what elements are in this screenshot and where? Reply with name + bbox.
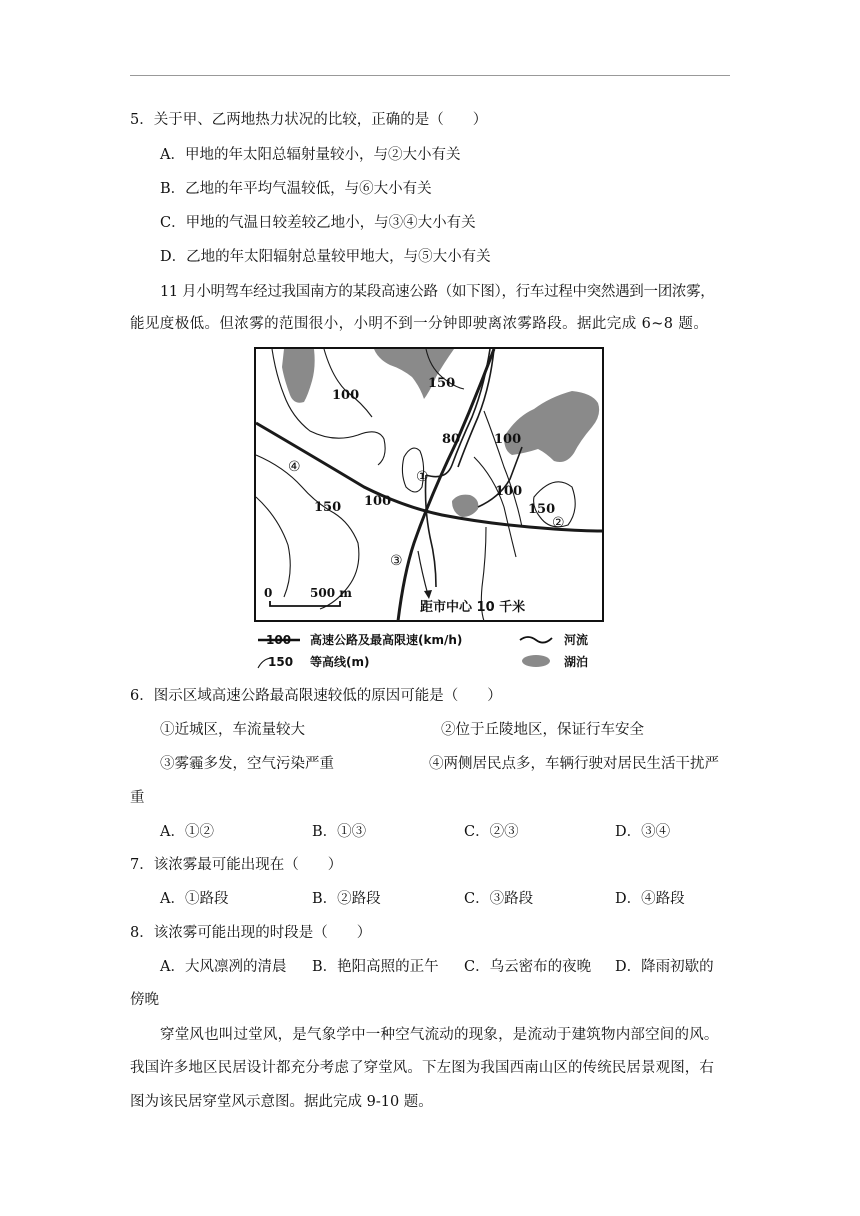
q6-option-d: D．③④ — [615, 824, 671, 840]
marker-2: ② — [552, 515, 565, 531]
contour-label-150-right: 150 — [528, 502, 556, 517]
contour-label-100-right: 100 — [494, 432, 522, 447]
scale-zero: 0 — [264, 586, 273, 600]
q5-option-d: D．乙地的年太阳辐射总量较甲地大，与⑤大小有关 — [160, 249, 491, 265]
marker-3: ③ — [390, 553, 403, 569]
marker-4: ④ — [288, 459, 301, 475]
legend-road-label: 高速公路及最高限速(km/h) — [310, 633, 463, 647]
q5-option-b: B．乙地的年平均气温较低，与⑥大小有关 — [160, 181, 432, 197]
q7-option-b: B．②路段 — [312, 891, 381, 907]
scale-label: 500 m — [310, 586, 352, 600]
q6-option-c: C．②③ — [464, 824, 519, 840]
legend-road-symbol: 100 — [266, 633, 292, 647]
q6-statement-2: ②位于丘陵地区，保证行车安全 — [441, 722, 644, 738]
header-rule — [130, 75, 730, 76]
passage1-line1: 11 月小明驾车经过我国南方的某段高速公路（如下图），行车过程中突然遇到一团浓雾， — [160, 284, 715, 300]
q8-stem: 8．该浓雾可能出现的时段是（ ） — [130, 925, 372, 941]
speed-label-80: 80 — [442, 432, 461, 447]
marker-1: ① — [416, 469, 429, 485]
passage1-line2: 能见度极低。但浓雾的范围很小，小明不到一分钟即驶离浓雾路段。据此完成 6~8 题。 — [130, 316, 709, 332]
speed-label-100: 100 — [364, 494, 392, 509]
q8-option-d-cont: 傍晚 — [130, 992, 159, 1008]
q6-statement-4-cont: 重 — [130, 790, 145, 806]
legend-contour-symbol: 150 — [268, 655, 294, 669]
map-legend — [254, 628, 604, 672]
topographic-map — [254, 347, 604, 622]
q7-option-a: A．①路段 — [160, 891, 229, 907]
q6-option-a: A．①② — [160, 824, 214, 840]
contour-label-100-center-right: 100 — [495, 484, 523, 499]
q5-option-c: C．甲地的气温日较差较乙地小，与③④大小有关 — [160, 215, 476, 231]
contour-label-100-top-left: 100 — [332, 388, 360, 403]
q6-stem: 6．图示区域高速公路最高限速较低的原因可能是（ ） — [130, 688, 502, 704]
q6-statement-3: ③雾霾多发，空气污染严重 — [160, 756, 334, 772]
passage2-line2: 我国许多地区民居设计都充分考虑了穿堂风。下左图为我国西南山区的传统民居景观图，右 — [130, 1060, 714, 1076]
legend-river-label: 河流 — [564, 633, 589, 647]
q8-option-c: C．乌云密布的夜晚 — [464, 959, 592, 975]
legend-contour — [258, 654, 369, 669]
legend-river — [520, 632, 588, 647]
q7-option-c: C．③路段 — [464, 891, 534, 907]
contour-label-150-left: 150 — [314, 500, 342, 515]
q7-option-d: D．④路段 — [615, 891, 685, 907]
contour-label-150-top: 150 — [428, 376, 456, 391]
q8-option-b: B．艳阳高照的正午 — [312, 959, 439, 975]
q6-statement-1: ①近城区，车流量较大 — [160, 722, 305, 738]
q6-option-b: B．①③ — [312, 824, 367, 840]
q8-option-d: D．降雨初歇的 — [615, 959, 714, 975]
legend-contour-label: 等高线(m) — [310, 655, 370, 669]
q8-option-a: A．大风凛冽的清晨 — [160, 959, 287, 975]
passage2-line3: 图为该民居穿堂风示意图。据此完成 9-10 题。 — [130, 1094, 433, 1110]
legend-lake-label: 湖泊 — [564, 655, 589, 669]
passage2-line1: 穿堂风也叫过堂风，是气象学中一种空气流动的现象，是流动于建筑物内部空间的风。 — [160, 1027, 719, 1043]
q7-stem: 7．该浓雾最可能出现在（ ） — [130, 857, 343, 873]
q5-stem: 5．关于甲、乙两地热力状况的比较，正确的是（ ） — [130, 112, 488, 128]
q5-option-a: A．甲地的年太阳总辐射量较小，与②大小有关 — [160, 147, 461, 163]
legend-road — [258, 632, 462, 647]
legend-lake — [522, 654, 588, 669]
city-distance-label: 距市中心 10 千米 — [420, 600, 526, 615]
q6-statement-4: ④两侧居民点多，车辆行驶对居民生活干扰严 — [429, 756, 719, 772]
